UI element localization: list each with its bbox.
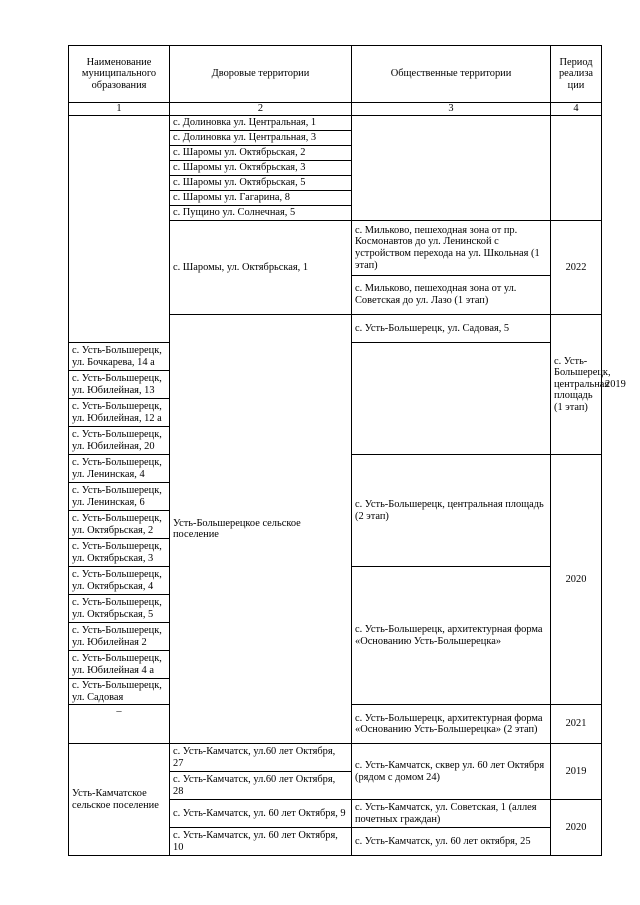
public-cell: с. Усть-Большерецк, центральная площадь (1 этап) [551,315,602,455]
yard-cell: с. Усть-Большерецк, ул. Октябрьская, 4 [69,567,170,595]
public-cell: с. Мильково, пешеходная зона от ул. Советская до ул. Лазо (1 этап) [352,276,551,315]
public-cell: с. Усть-Большерецк, архитектурная форма «Основанию Усть-Большерецка» (2 этап) [352,705,551,744]
yard-cell: с. Долиновка ул. Центральная, 1 [170,116,352,131]
public-cell: с. Усть-Большерецк, центральная площадь (2 этап) [352,455,551,567]
yard-cell: с. Усть-Большерецк, ул. Юбилейная, 20 [69,427,170,455]
public-cell: с. Усть-Большерецк, архитектурная форма «Основанию Усть-Большерецка» [352,567,551,705]
yard-cell: с. Усть-Большерецк, ул. Юбилейная 4 а [69,651,170,679]
table-row: Усть-Большерецкое сельское поселение с. Усть-Большерецк, ул. Садовая, 5 с. Усть-Большерецк, центральная площадь (1 этап) 2019 [69,315,602,343]
yard-cell: – [69,705,170,744]
yard-cell: с. Усть-Большерецк, ул. Юбилейная, 13 [69,371,170,399]
yard-cell: с. Усть-Большерецк, ул. Октябрьская, 2 [69,511,170,539]
public-cell-empty [352,116,551,221]
yard-cell: с. Шаромы ул. Октябрьская, 5 [170,176,352,191]
yard-cell: с. Усть-Большерецк, ул. Ленинская, 4 [69,455,170,483]
yard-cell: с. Долиновка ул. Центральная, 3 [170,131,352,146]
yard-cell: с. Шаромы, ул. Октябрьская, 1 [170,221,352,315]
header-row [69,46,602,103]
column-number: 2 [170,103,352,116]
table-row [69,116,602,131]
header-yard: Дворовые территории [170,46,352,103]
yard-cell: с. Усть-Камчатск, ул. 60 лет Октября, 10 [170,828,352,856]
yard-cell: с. Шаромы ул. Октябрьская, 3 [170,161,352,176]
yard-cell: с. Усть-Большерецк, ул. Октябрьская, 3 [69,539,170,567]
yard-cell: с. Усть-Большерецк, ул. Юбилейная, 12 а [69,399,170,427]
table-row [69,744,602,772]
yard-cell: с. Усть-Камчатск, ул.60 лет Октября, 28 [170,772,352,800]
territories-table [68,45,626,856]
yard-cell: с. Шаромы ул. Гагарина, 8 [170,191,352,206]
yard-cell: с. Усть-Большерецк, ул. Садовая [69,679,170,705]
public-cell: с. Усть-Камчатск, ул. Советская, 1 (аллея почетных граждан) [352,800,551,828]
column-number: 1 [69,103,170,116]
yard-cell: с. Шаромы ул. Октябрьская, 2 [170,146,352,161]
header-period: Период реализа ции [551,46,602,103]
period-cell: 2020 [551,800,602,856]
period-cell: 2022 [551,221,602,315]
municipality-cell: Усть-Большерецкое сельское поселение [170,315,352,744]
municipality-cell: Усть-Камчатское сельское поселение [69,744,170,856]
yard-cell: с. Пущино ул. Солнечная, 5 [170,206,352,221]
period-cell: 2021 [551,705,602,744]
public-cell: с. Мильково, пешеходная зона от пр. Космонавтов до ул. Ленинской с устройством перехода на ул. Школьная (1 этап) [352,221,551,276]
yard-cell: с. Усть-Камчатск, ул. 60 лет Октября, 9 [170,800,352,828]
yard-cell: с. Усть-Камчатск, ул.60 лет Октября, 27 [170,744,352,772]
column-number: 4 [551,103,602,116]
column-number-row [69,103,602,116]
municipality-cell-empty [69,116,170,343]
period-cell: 2020 [551,455,602,705]
header-public: Общественные территории [352,46,551,103]
public-cell: с. Усть-Камчатск, ул. 60 лет октября, 25 [352,828,551,856]
yard-cell: с. Усть-Большерецк, ул. Садовая, 5 [352,315,551,343]
period-cell: 2019 [551,744,602,800]
period-cell-empty [551,116,602,221]
public-cell: с. Усть-Камчатск, сквер ул. 60 лет Октября (рядом с домом 24) [352,744,551,800]
yard-cell: с. Усть-Большерецк, ул. Юбилейная 2 [69,623,170,651]
column-number: 3 [352,103,551,116]
header-municipality: Наименование муниципального образования [69,46,170,103]
yard-cell: с. Усть-Большерецк, ул. Ленинская, 6 [69,483,170,511]
yard-cell: с. Усть-Большерецк, ул. Бочкарева, 14 а [69,343,170,371]
yard-cell: с. Усть-Большерецк, ул. Октябрьская, 5 [69,595,170,623]
